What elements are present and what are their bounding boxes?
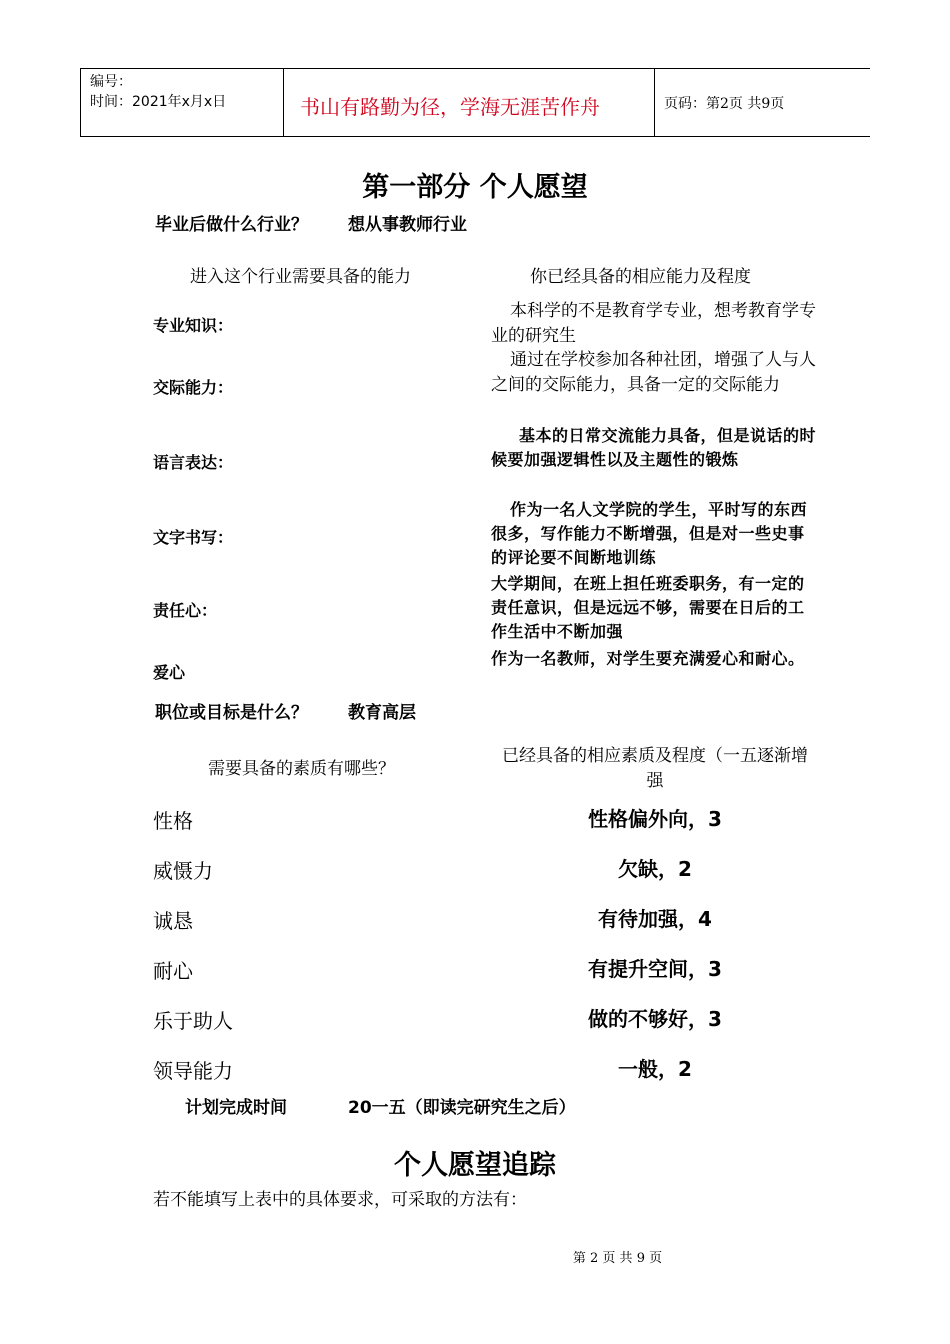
quality-name: 诚恳 — [153, 909, 193, 933]
ability-desc: 作为一名教师，对学生要充满爱心和耐心。 — [491, 649, 805, 668]
quality-col-left-header: 需要具备的素质有哪些？ — [208, 759, 395, 779]
quality-col-right-header: 已经具备的相应素质及程度（一五逐渐增强 — [502, 746, 808, 791]
quality-level: 有提升空间，3 — [588, 957, 722, 981]
ability-label: 文字书写： — [153, 528, 234, 547]
ability-label: 交际能力： — [153, 378, 234, 397]
goal-answer: 教育高层 — [348, 703, 416, 723]
ability-desc: 大学期间，在班上担任班委职务，有一定的责任意识，但是远远不够，需要在日后的工作生活中不断加强 — [491, 574, 805, 641]
ability-label: 专业知识： — [153, 316, 234, 335]
header-meta — [90, 72, 226, 112]
quality-name: 乐于助人 — [153, 1009, 233, 1033]
ability-desc: 基本的日常交流能力具备，但是说话的时候要加强逻辑性以及主题性的锻炼 — [491, 426, 817, 469]
ability-label: 语言表达： — [153, 453, 234, 472]
industry-question: 毕业后做什么行业？ — [155, 215, 308, 235]
part1-title: 第一部分 个人愿望 — [362, 172, 588, 203]
quality-level: 一般，2 — [618, 1057, 692, 1081]
ability-label: 爱心 — [153, 663, 186, 682]
header-time: 时间：2021年x月x日 — [90, 94, 227, 110]
quality-name: 性格 — [153, 809, 193, 833]
tracking-title: 个人愿望追踪 — [394, 1150, 556, 1181]
ability-col-left-header: 进入这个行业需要具备的能力 — [190, 267, 411, 287]
ability-desc: 通过在学校参加各种社团，增强了人与人之间的交际能力，具备一定的交际能力 — [491, 350, 816, 395]
quality-level: 有待加强，4 — [598, 907, 712, 931]
ability-col-right-header: 你已经具备的相应能力及程度 — [530, 267, 751, 287]
header-divider-1 — [283, 69, 284, 136]
plan-value: 20一五（即读完研究生之后） — [348, 1098, 576, 1118]
ability-label: 责任心： — [153, 601, 218, 620]
ability-desc: 本科学的不是教育学专业，想考教育学专业的研究生 — [491, 301, 816, 346]
quality-name: 耐心 — [153, 959, 193, 983]
industry-answer: 想从事教师行业 — [348, 215, 467, 235]
header-number: 编号： — [90, 74, 132, 90]
tracking-intro: 若不能填写上表中的具体要求，可采取的方法有： — [153, 1190, 527, 1210]
quality-level: 欠缺，2 — [618, 857, 692, 881]
plan-label: 计划完成时间 — [185, 1098, 287, 1118]
page-header — [80, 68, 870, 137]
goal-question: 职位或目标是什么？ — [155, 703, 308, 723]
header-page-info: 页码：第2页 共9页 — [664, 96, 785, 112]
header-motto: 书山有路勤为径，学海无涯苦作舟 — [300, 95, 600, 119]
quality-name: 威慑力 — [153, 859, 213, 883]
ability-desc: 作为一名人文学院的学生，平时写的东西很多，写作能力不断增强，但是对一些史事的评论要不间断地训练 — [491, 500, 808, 567]
quality-level: 做的不够好，3 — [588, 1007, 722, 1031]
quality-level: 性格偏外向，3 — [588, 807, 722, 831]
page-footer: 第 2 页 共 9 页 — [572, 1251, 663, 1266]
quality-name: 领导能力 — [153, 1059, 233, 1083]
header-border-left — [80, 69, 81, 136]
header-divider-2 — [654, 69, 655, 136]
